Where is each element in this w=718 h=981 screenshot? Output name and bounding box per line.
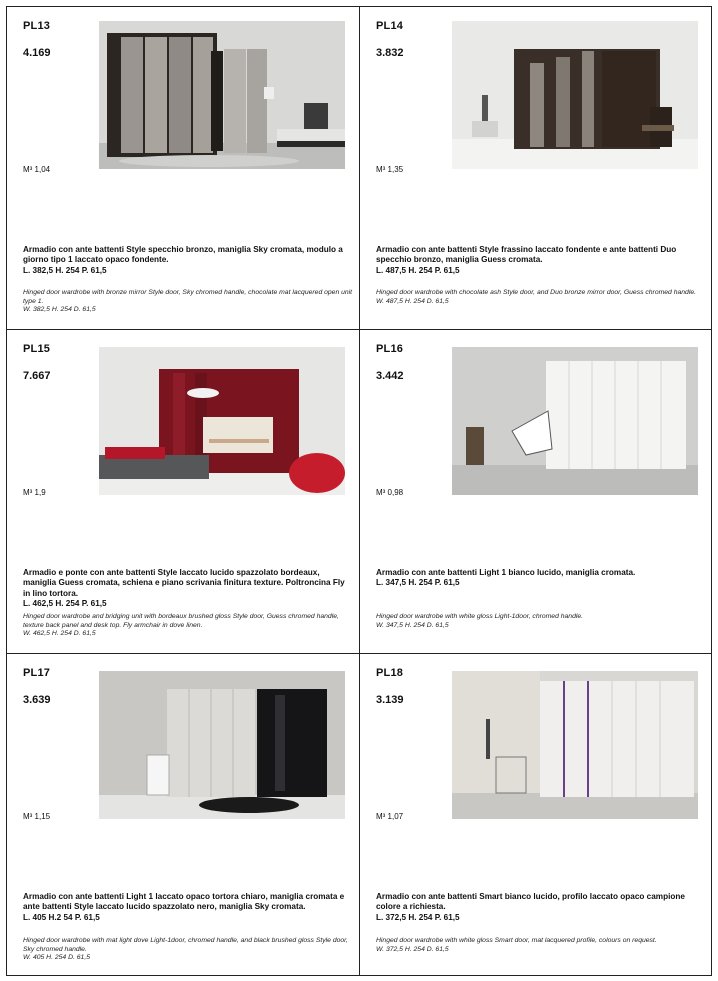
description-en: Hinged door wardrobe with white gloss Smart door, mat lacquered profile, colours on request. W. 372,5 H. 254 D. 61,5	[376, 937, 657, 953]
product-price: 7.667	[23, 370, 51, 382]
product-price: 4.169	[23, 47, 51, 59]
product-card-pl17	[7, 654, 359, 976]
product-code: PL14	[376, 20, 404, 32]
product-card-pl15	[7, 330, 359, 652]
product-volume: M³ 1,15	[23, 812, 51, 821]
product-photo	[452, 671, 698, 819]
product-price: 3.442	[376, 370, 404, 382]
product-card-pl16	[360, 330, 712, 652]
description-en: Hinged door wardrobe and bridging unit with bordeaux brushed gloss Style door, Guess chromed handle, texture back panel and desk top. Fly armchair in dove linen. W. 462,5 H. 254 D. 61,5	[23, 613, 339, 638]
product-price: 3.139	[376, 694, 404, 706]
description-it: Armadio con ante battenti Style specchio bronzo, maniglia Sky cromata, modulo a giorno tipo 1 laccato opaco fondente. L. 382,5 H. 254 P. 61,5	[23, 245, 343, 275]
product-code: PL18	[376, 667, 404, 679]
product-photo	[99, 21, 345, 169]
description-en: Hinged door wardrobe with chocolate ash Style door, and Duo bronze mirror door, Guess chromed handle. W. 487,5 H. 254 D. 61,5	[376, 289, 697, 305]
description-en: Hinged door wardrobe with bronze mirror Style door, Sky chromed handle, chocolate mat lacquered open unit type 1. W. 382,5 H. 254 D. 61,5	[23, 289, 353, 314]
description-it: Armadio con ante battenti Light 1 laccato opaco tortora chiaro, maniglia cromata e ante battenti Style laccato lucido spazzolato nero, maniglia Sky cromata. L. 405 H.2 54 P. 61,5	[23, 892, 345, 922]
product-code: PL16	[376, 343, 404, 355]
description-en: Hinged door wardrobe with white gloss Light-1door, chromed handle. W. 347,5 H. 254 D. 61,5	[376, 613, 584, 629]
product-volume: M³ 1,07	[376, 812, 404, 821]
product-volume: M³ 0,98	[376, 488, 404, 497]
product-card-pl18	[360, 654, 712, 976]
product-volume: M³ 1,9	[23, 488, 46, 497]
product-code: PL13	[23, 20, 51, 32]
product-volume: M³ 1,04	[23, 165, 51, 174]
description-en: Hinged door wardrobe with mat light dove Light-1door, chromed handle, and black brushed gloss Style door, Sky chromed handle. W. 405 H. 254 D. 61,5	[23, 937, 348, 962]
product-price: 3.832	[376, 47, 404, 59]
product-card-pl13	[7, 7, 359, 329]
product-photo	[99, 671, 345, 819]
product-code: PL17	[23, 667, 51, 679]
description-it: Armadio con ante battenti Style frassino laccato fondente e ante battenti Duo specchio bronzo, maniglia Guess cromata. L. 487,5 H. 254 P. 61,5	[376, 245, 677, 275]
product-code: PL15	[23, 343, 51, 355]
product-card-pl14	[360, 7, 712, 329]
product-volume: M³ 1,35	[376, 165, 404, 174]
product-photo	[99, 347, 345, 495]
product-photo	[452, 21, 698, 169]
description-it: Armadio e ponte con ante battenti Style laccato lucido spazzolato bordeaux, maniglia Guess cromata, schiena e piano scrivania finitura texture. Poltroncina Fly in lino tortora. L. 462,5 H. 254 P. 61,5	[23, 568, 345, 609]
description-it: Armadio con ante battenti Smart bianco lucido, profilo laccato opaco campione colore a richiesta. L. 372,5 H. 254 P. 61,5	[376, 892, 685, 922]
description-it: Armadio con ante battenti Light 1 bianco lucido, maniglia cromata. L. 347,5 H. 254 P. 61,5	[376, 568, 636, 588]
product-price: 3.639	[23, 694, 51, 706]
product-photo	[452, 347, 698, 495]
